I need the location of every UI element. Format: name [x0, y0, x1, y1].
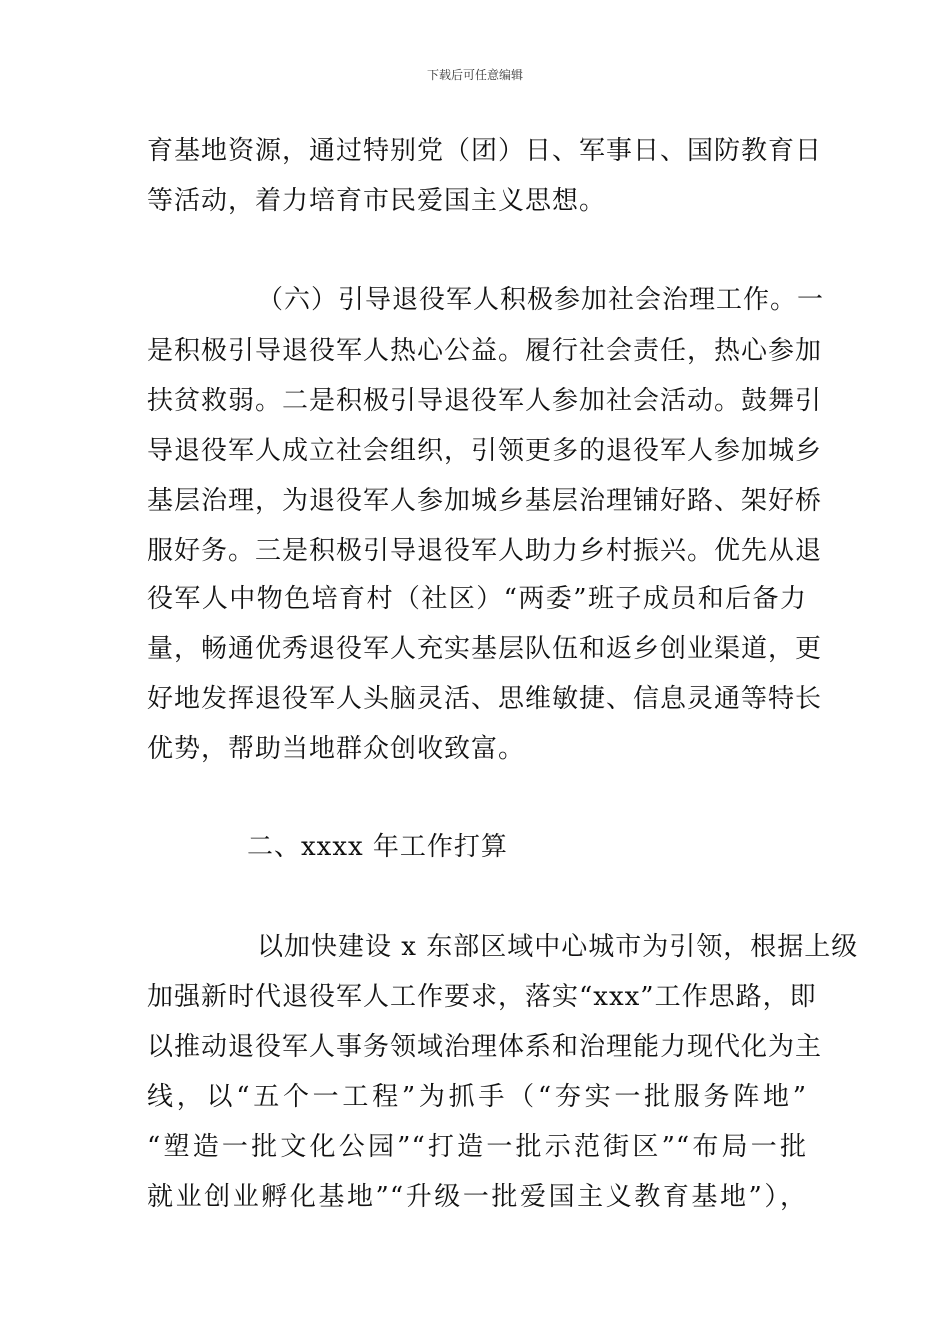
body-line: 是积极引导退役军人热心公益。履行社会责任，热心参加 [147, 336, 823, 366]
body-line: 优势，帮助当地群众创收致富。 [147, 734, 526, 764]
header-note: 下载后可任意编辑 [426, 68, 523, 82]
body-line: 好地发挥退役军人头脑灵活、思维敏捷、信息灵通等特长 [147, 684, 823, 714]
body-line: 就业创业孵化基地”“升级一批爱国主义教育基地”）， [147, 1182, 807, 1212]
body-line: “塑造一批文化公园”“打造一批示范街区”“布局一批 [147, 1132, 807, 1162]
section-title: 二、xxxx 年工作打算 [247, 832, 508, 862]
body-line: 服好务。三是积极引导退役军人助力乡村振兴。优先从退 [147, 536, 823, 566]
body-line: 役军人中物色培育村（社区）“两委”班子成员和后备力 [147, 584, 807, 614]
body-line: 导退役军人成立社会组织，引领更多的退役军人参加城乡 [147, 436, 823, 466]
body-line: 育基地资源，通过特别党（团）日、军事日、国防教育日 [147, 136, 823, 166]
body-line: 加强新时代退役军人工作要求，落实“xxx”工作思路，即 [147, 982, 817, 1012]
body-line: 线，以“五个一工程”为抓手（“夯实一批服务阵地” [147, 1082, 807, 1112]
body-line: 等活动，着力培育市民爱国主义思想。 [147, 186, 607, 216]
body-line: 量，畅通优秀退役军人充实基层队伍和返乡创业渠道，更 [147, 634, 823, 664]
body-line: 扶贫救弱。二是积极引导退役军人参加社会活动。鼓舞引 [147, 386, 823, 416]
body-line: 基层治理，为退役军人参加城乡基层治理铺好路、架好桥 [147, 486, 823, 516]
section-heading-line: （六）引导退役军人积极参加社会治理工作。一 [257, 285, 825, 315]
body-line: 以加快建设 x 东部区域中心城市为引领，根据上级 [257, 932, 859, 962]
body-line: 以推动退役军人事务领域治理体系和治理能力现代化为主 [147, 1032, 823, 1062]
